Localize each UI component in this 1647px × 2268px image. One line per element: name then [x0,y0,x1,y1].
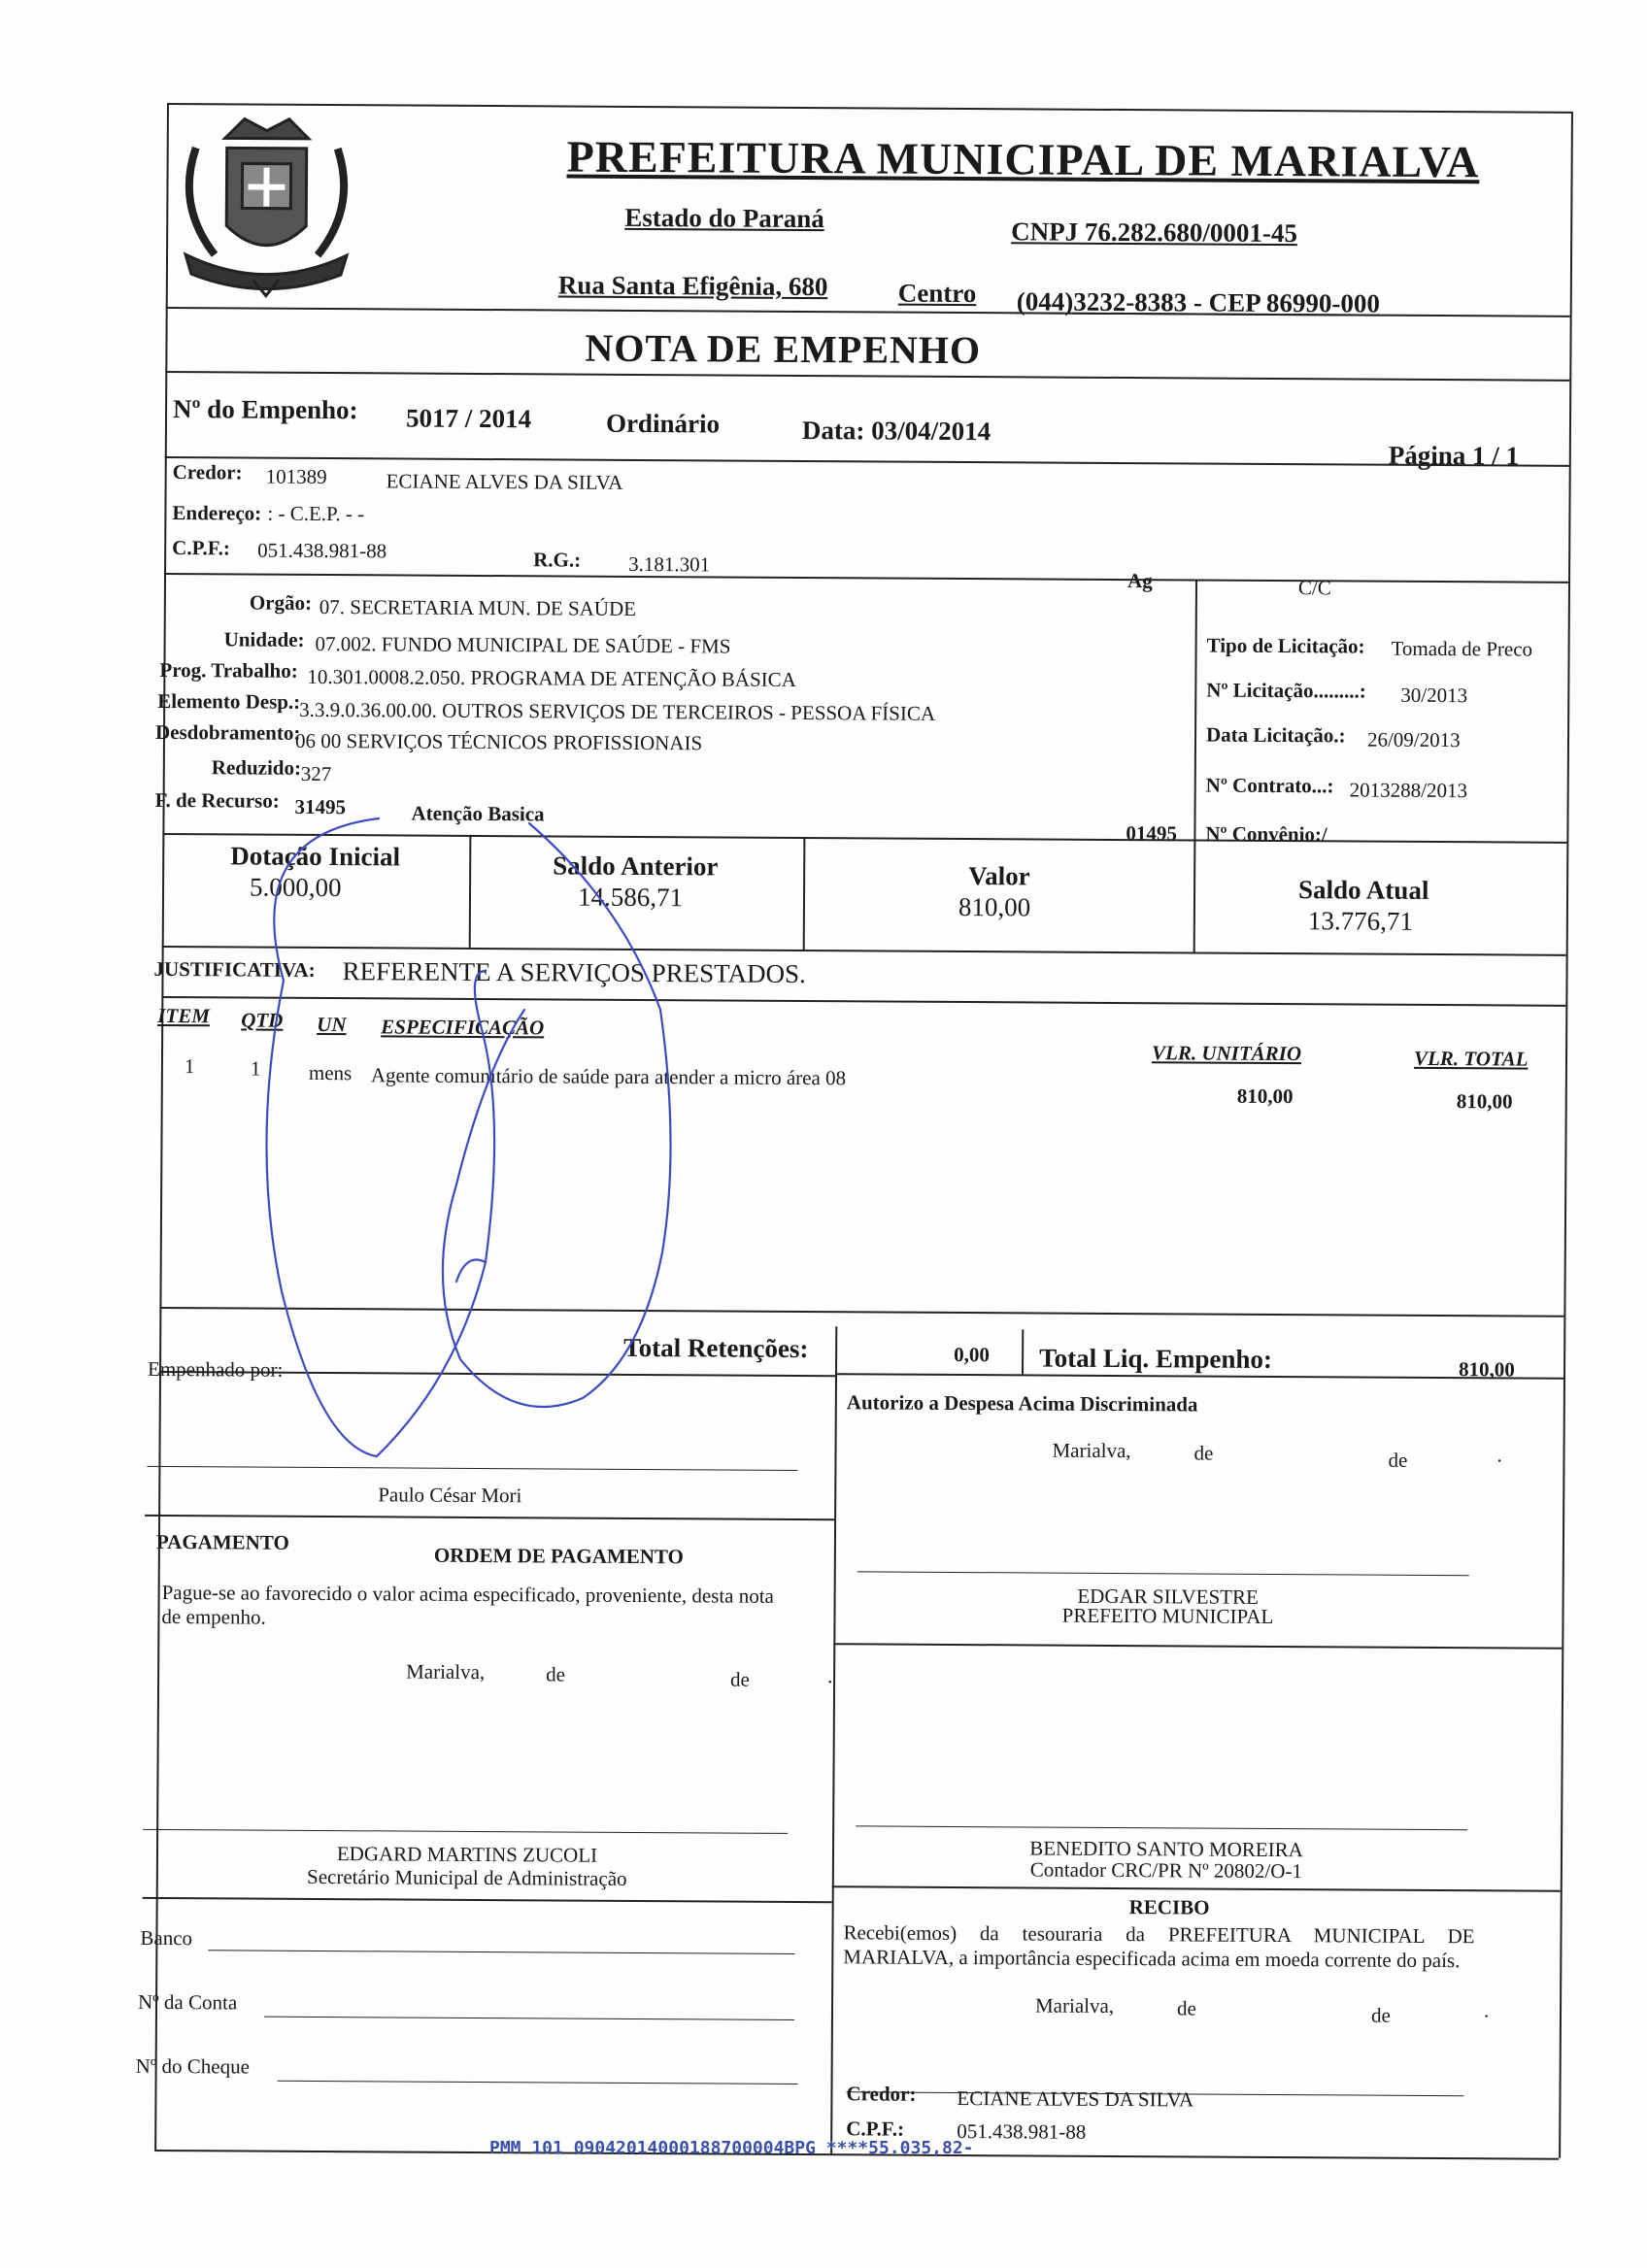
desd-label: Desdobramento: [154,719,301,745]
recibo-de1: de [1176,1996,1196,2020]
ag-label: Ag [1126,569,1153,593]
anterior-label: Saldo Anterior [553,850,719,882]
header-street: Rua Santa Efigênia, 680 [557,270,828,302]
col-un-header: UN [317,1012,347,1037]
address-label: Endereço: [172,501,262,525]
licitacao-data: 26/09/2013 [1366,727,1461,752]
row-item: 1 [184,1054,195,1079]
unidade-value: 07.002. FUNDO MUNICIPAL DE SAÚDE - FMS [315,631,731,658]
atual-label: Saldo Atual [1297,875,1429,905]
unidade-label: Unidade: [223,627,305,651]
pagamento-signer-name: EDGARD MARTINS ZUCOLI [336,1842,598,1867]
rg-value: 3.181.301 [628,551,711,577]
row-espec: Agente comunitário de saúde para atender a micro área 08 [370,1063,847,1090]
recibo-credor-label: Credor: [846,2082,917,2106]
col-qtd-header: QTD [241,1008,284,1032]
orgao-value: 07. SECRETARIA MUN. DE SAÚDE [319,594,637,620]
credor-code: 101389 [265,464,327,489]
cpf-label: C.P.F.: [172,536,230,560]
banco-label: Banco [140,1925,193,1951]
elem-value: 3.3.9.0.36.00.00. OUTROS SERVIÇOS DE TERCEIROS - PESSOA FÍSICA [299,697,936,725]
empenho-label: Nº do Empenho: [172,394,358,425]
col-espec-header: ESPECIFICAÇÃO [381,1015,545,1040]
retencoes-label: Total Retenções: [623,1332,809,1364]
row-vlr-total: 810,00 [1456,1089,1513,1114]
pagamento-de1: de [546,1662,566,1686]
fonte-value: 31495 [294,794,347,819]
reduzido-value: 327 [300,761,332,786]
liquido-label: Total Liq. Empenho: [1039,1343,1273,1374]
desd-value: 06 00 SERVIÇOS TÉCNICOS PROFISSIONAIS [294,728,703,755]
licitacao-convenio-label: Nº Convênio:/ [1205,821,1328,847]
prog-value: 10.301.0008.2.050. PROGRAMA DE ATENÇÃO BÁSICA [307,664,796,691]
municipal-coat-of-arms-icon [166,109,367,300]
licitacao-tipo-label: Tipo de Licitação: [1206,633,1365,658]
licitacao-numero: 30/2013 [1400,683,1468,708]
valor-label: Valor [968,861,1030,891]
recibo-title: RECIBO [1128,1895,1210,1919]
licitacao-data-label: Data Licitação.: [1205,722,1346,748]
pagamento-de2: de [730,1667,750,1691]
header-phone-cep: (044)3232-8383 - CEP 86990-000 [1016,286,1381,318]
pagamento-text: Pague-se ao favorecido o valor acima especificado, proveniente, desta nota de empenho. [161,1580,775,1629]
credor-name: ECIANE ALVES DA SILVA [386,469,623,494]
empenho-date: Data: 03/04/2014 [801,416,992,447]
contador-title: Contador CRC/PR Nº 20802/O-1 [1029,1857,1303,1884]
justificativa-label: JUSTIFICATIVA: [153,956,316,982]
recibo-dot: . [1483,1998,1490,2022]
nota-empenho-form [135,103,1573,2162]
header-cnpj: CNPJ 76.282.680/0001-45 [1011,217,1298,249]
licitacao-contrato: 2013288/2013 [1349,778,1468,803]
header-title: PREFEITURA MUNICIPAL DE MARIALVA [566,131,1480,187]
col-item-header: ITEM [157,1003,211,1028]
autorizo-signer-name: EDGAR SILVESTRE [1077,1584,1259,1609]
autorizo-place: Marialva, [1052,1438,1131,1463]
reduzido-label: Reduzido: [211,755,302,780]
col-vlr-unit-header: VLR. UNITÁRIO [1151,1041,1302,1066]
col-vlr-total-header: VLR. TOTAL [1413,1046,1529,1071]
anterior-value: 14.586,71 [577,882,684,913]
header-state: Estado do Paraná [624,202,824,234]
licitacao-numero-label: Nº Licitação.........: [1206,678,1366,703]
dotacao-label: Dotação Inicial [230,841,401,872]
pagamento-dot: . [827,1664,833,1688]
document-title: NOTA DE EMPENHO [585,325,982,373]
ordem-pagamento: ORDEM DE PAGAMENTO [433,1543,684,1569]
autorizo-signer-title: PREFEITO MUNICIPAL [1061,1603,1274,1628]
autorizo-dot: . [1496,1443,1502,1467]
recibo-cpf: 051.438.981-88 [957,2119,1087,2144]
pagamento-label: PAGAMENTO [155,1529,289,1554]
empenho-type: Ordinário [605,408,721,439]
mechanical-stamp: PMM 101 09042014000188700004BPG ****55.035,82- [489,2138,974,2158]
licitacao-contrato-label: Nº Contrato...: [1205,773,1334,798]
prog-label: Prog. Trabalho: [159,657,298,683]
licitacao-tipo: Tomada de Preco [1391,636,1533,661]
justificativa-text: REFERENTE A SERVIÇOS PRESTADOS. [342,956,806,989]
row-un: mens [308,1060,353,1085]
empenhado-name: Paulo César Mori [378,1483,522,1508]
recibo-cpf-label: C.P.F.: [846,2117,905,2141]
orgao-label: Orgão: [249,590,313,615]
fonte-desc: Atenção Basica [411,801,545,826]
address-value: : - C.E.P. - - [267,501,365,526]
rg-label: R.G.: [533,548,582,572]
cpf-value: 051.438.981-88 [257,538,387,563]
liquido-value: 810,00 [1458,1357,1515,1382]
recibo-place: Marialva, [1034,1993,1115,2018]
row-vlr-unit: 810,00 [1236,1084,1294,1109]
cc-label: C/C [1297,576,1331,600]
autorizo-de1: de [1193,1441,1214,1465]
conta-label: Nº da Conta [137,1989,238,2015]
retencoes-value: 0,00 [954,1342,990,1367]
pagamento-signer-title: Secretário Municipal de Administração [307,1864,627,1890]
recibo-text: Recebi(emos) da tesouraria da PREFEITURA MUNICIPAL DE MARIALVA, a importância especificada acima em moeda corrente do país. [843,1920,1475,1973]
elem-label: Elemento Desp.: [157,688,301,714]
empenho-page: Página 1 / 1 [1388,440,1520,471]
recibo-credor: ECIANE ALVES DA SILVA [957,2086,1194,2112]
pagamento-place: Marialva, [406,1659,486,1684]
empenhado-label: Empenhado por: [147,1356,284,1382]
fonte-label: F. de Recurso: [154,787,280,813]
atual-value: 13.776,71 [1307,906,1413,936]
dotacao-value: 5.000,00 [249,872,342,903]
empenho-number: 5017 / 2014 [405,403,532,434]
credor-label: Credor: [172,460,243,484]
fonte-code: 01495 [1126,821,1177,846]
row-qtd: 1 [250,1056,261,1081]
header-district: Centro [897,278,977,309]
cheque-label: Nº do Cheque [135,2053,251,2079]
autorizo-de2: de [1388,1448,1408,1472]
recibo-de2: de [1370,2003,1391,2027]
valor-value: 810,00 [958,891,1031,922]
contador-name: BENEDITO SANTO MOREIRA [1029,1836,1303,1862]
autorizo-text: Autorizo a Despesa Acima Discriminada [846,1390,1198,1417]
